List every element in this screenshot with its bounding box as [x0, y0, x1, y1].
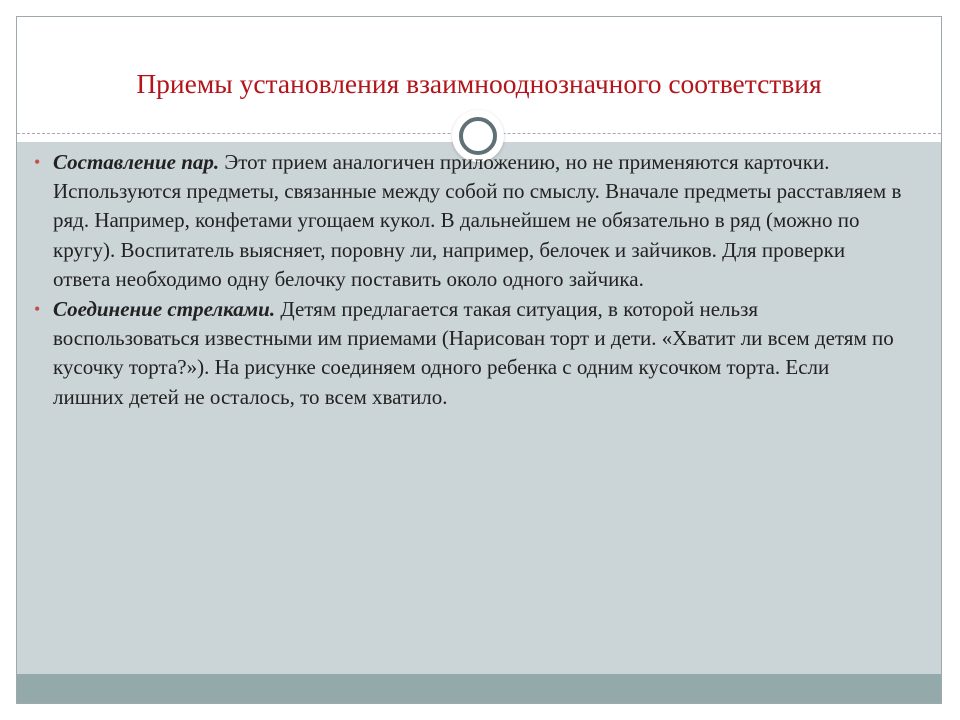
- bullet-lead-pairs: Составление пар.: [53, 150, 220, 174]
- bullet-list: [34, 148, 903, 413]
- bullet-lead-arrows: Соединение стрелками.: [53, 297, 276, 322]
- bullet-marker: •: [34, 152, 41, 172]
- bullet-text-arrows: Детям предлагается такая ситуация, в которой нельзя воспользоваться известными им приемами (Нарисован торт и дети. «Хватит ли всем детям по кусочку торта?»). На рисунке соединяем одного ребенка с одним кусочком торта. Если лишних детей не осталось, то всем хватило.: [53, 297, 894, 409]
- bullet-text-pairs: Этот прием аналогичен приложению, но не применяются карточки. Используются предметы, связанные между собой по смыслу. Вначале предметы расставляем в ряд. Например, конфетами угощаем кукол. В дальнейшем не обязательно в ряд (можно по кругу). Воспитатель выясняет, поровну ли, например, белочек и зайчиков. Для проверки ответа необходимо одну белочку поставить около одного зайчика.: [53, 150, 902, 291]
- bullet-item-pairs: [34, 148, 903, 294]
- bullet-item-arrows: [34, 295, 903, 412]
- slide-title: Приемы установления взаимнооднозначного соответствия: [136, 68, 822, 99]
- bullet-marker: •: [34, 299, 41, 320]
- footer-bar: [17, 674, 941, 704]
